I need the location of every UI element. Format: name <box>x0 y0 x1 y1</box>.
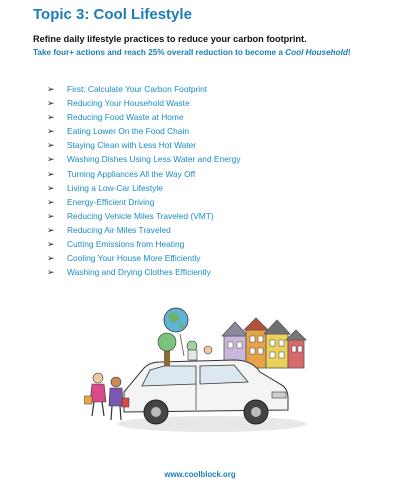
car-icon <box>124 360 288 424</box>
action-item[interactable] <box>47 152 240 166</box>
action-item-label[interactable]: Energy-Efficient Driving <box>67 196 155 207</box>
arrow-bullet-icon: ➢ <box>47 224 55 235</box>
action-item[interactable] <box>47 181 240 195</box>
action-item[interactable] <box>47 195 240 209</box>
action-item-label[interactable]: Eating Lower On the Food Chain <box>67 126 189 137</box>
action-item[interactable] <box>47 251 240 265</box>
arrow-bullet-icon: ➢ <box>47 168 55 179</box>
rooftop-people-icon <box>187 341 212 360</box>
intro-text <box>33 48 351 57</box>
page-title: Topic 3: Cool Lifestyle <box>33 6 192 23</box>
action-item[interactable] <box>47 96 240 110</box>
arrow-bullet-icon: ➢ <box>47 98 55 109</box>
action-item-label[interactable]: Turning Appliances All the Way Off <box>67 168 196 179</box>
action-item[interactable] <box>47 237 240 251</box>
arrow-bullet-icon: ➢ <box>47 182 55 193</box>
intro-text-emphasis: Cool Household <box>285 48 348 57</box>
action-item-label[interactable]: Reducing Food Waste at Home <box>67 112 184 123</box>
action-item-label[interactable]: Cooling Your House More Efficiently <box>67 253 201 264</box>
action-item[interactable] <box>47 82 240 96</box>
arrow-bullet-icon: ➢ <box>47 154 55 165</box>
action-item[interactable] <box>47 124 240 138</box>
arrow-bullet-icon: ➢ <box>47 253 55 264</box>
arrow-bullet-icon: ➢ <box>47 196 55 207</box>
action-list <box>47 82 240 279</box>
action-item[interactable] <box>47 223 240 237</box>
arrow-bullet-icon: ➢ <box>47 210 55 221</box>
action-item[interactable] <box>47 209 240 223</box>
action-item[interactable] <box>47 110 240 124</box>
arrow-bullet-icon: ➢ <box>47 140 55 151</box>
action-item[interactable] <box>47 138 240 152</box>
arrow-bullet-icon: ➢ <box>47 267 55 278</box>
action-item-label[interactable]: Reducing Air Miles Traveled <box>67 224 171 235</box>
people-icon <box>84 373 129 420</box>
intro-text-before: Take four+ actions and reach 25% overall reduction to become a <box>33 48 286 57</box>
intro-text-after: ! <box>347 48 351 57</box>
action-item-label[interactable]: Washing Dishes Using Less Water and Energy <box>67 154 241 165</box>
footer-url[interactable]: www.coolblock.org <box>164 470 236 479</box>
action-item-label[interactable]: Washing and Drying Clothes Efficiently <box>67 267 211 278</box>
arrow-bullet-icon: ➢ <box>47 84 55 94</box>
arrow-bullet-icon: ➢ <box>47 126 55 137</box>
action-item-label[interactable]: Reducing Vehicle Miles Traveled (VMT) <box>67 210 214 221</box>
arrow-bullet-icon: ➢ <box>47 112 55 123</box>
action-item-label[interactable]: Cutting Emissions from Heating <box>67 239 185 250</box>
action-item-label[interactable]: Living a Low-Car Lifestyle <box>67 182 163 193</box>
action-item-label[interactable]: First: Calculate Your Carbon Footprint <box>67 84 208 94</box>
arrow-bullet-icon: ➢ <box>47 239 55 250</box>
page-subtitle: Refine daily lifestyle practices to reduce your carbon footprint. <box>33 34 307 44</box>
action-item-label[interactable]: Reducing Your Household Waste <box>67 98 190 109</box>
action-item-label[interactable]: Staying Clean with Less Hot Water <box>67 140 197 151</box>
tree-icon <box>158 333 176 366</box>
action-item[interactable] <box>47 167 240 181</box>
cool-lifestyle-illustration <box>84 306 324 438</box>
action-item[interactable] <box>47 265 240 279</box>
